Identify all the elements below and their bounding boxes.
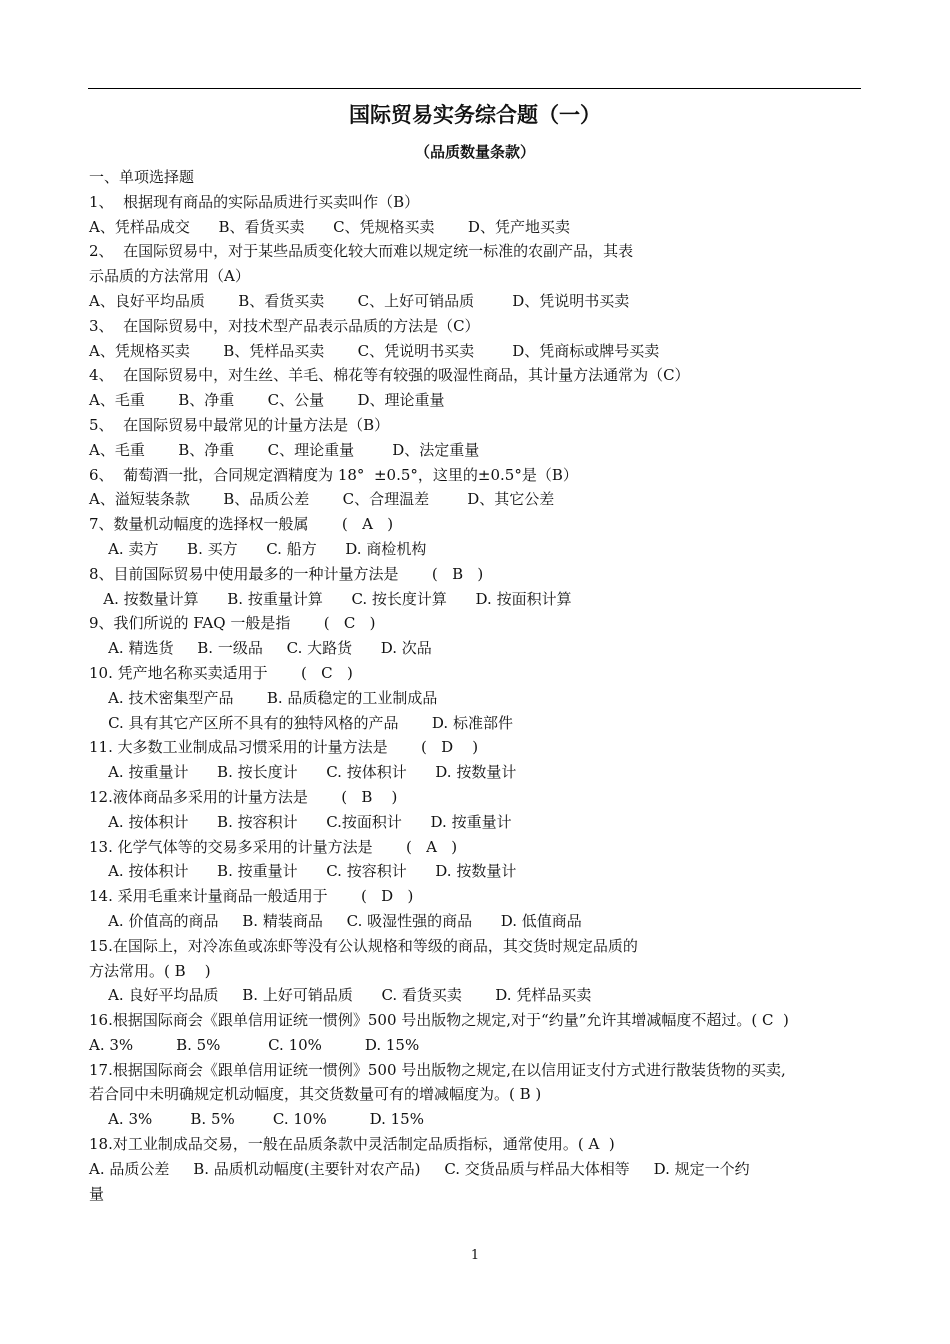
text-line: A. 品质公差 B. 品质机动幅度(主要针对农产品) C. 交货品质与样品大体相等 D. 规定一个约 (89, 1159, 750, 1178)
text-line: 16.根据国际商会《跟单信用证统一惯例》500 号出版物之规定,对于“约量”允许其增减幅度不超过。( C ) (89, 1011, 789, 1030)
question-list (89, 165, 869, 1206)
text-line: 2、 在国际贸易中，对于某些品质变化较大而难以规定统一标准的农副产品，其表 (89, 242, 634, 261)
text-line: 9、我们所说的 FAQ 一般是指 ( C ) (89, 614, 376, 633)
text-line: A、凭规格买卖 B、凭样品买卖 C、凭说明书买卖 D、凭商标或牌号买卖 (89, 341, 660, 360)
text-line: 一、单项选择题 (89, 168, 195, 186)
text-line: 量 (89, 1184, 105, 1203)
text-line: 15.在国际上，对冷冻鱼或冻虾等没有公认规格和等级的商品，其交货时规定品质的 (89, 936, 638, 955)
text-line: 方法常用。( B ) (89, 961, 211, 980)
text-line: A. 技术密集型产品 B. 品质稳定的工业制成品 (89, 688, 438, 707)
text-line: A. 卖方 B. 买方 C. 船方 D. 商检机构 (89, 539, 427, 558)
text-line: C. 具有其它产区所不具有的独特风格的产品 D. 标准部件 (89, 713, 513, 732)
text-line: A、凭样品成交 B、看货买卖 C、凭规格买卖 D、凭产地买卖 (89, 217, 570, 236)
text-line: A. 3% B. 5% C. 10% D. 15% (89, 1035, 420, 1054)
document-subtitle: （品质数量条款） (414, 143, 535, 161)
text-line: A. 价值高的商品 B. 精装商品 C. 吸湿性强的商品 D. 低值商品 (89, 911, 582, 930)
text-line: A. 精选货 B. 一级品 C. 大路货 D. 次品 (89, 639, 432, 658)
text-line: A. 按重量计 B. 按长度计 C. 按体积计 D. 按数量计 (89, 763, 517, 782)
page-number: 1 (470, 1248, 480, 1263)
text-line: A、毛重 B、净重 C、公量 D、理论重量 (89, 391, 445, 410)
text-line: 5、 在国际贸易中最常见的计量方法是（B） (89, 415, 390, 434)
text-line: 12.液体商品多采用的计量方法是 ( B ) (89, 787, 398, 806)
header-rule (88, 88, 861, 89)
text-line: A. 按数量计算 B. 按重量计算 C. 按长度计算 D. 按面积计算 (89, 589, 572, 608)
text-line: 14. 采用毛重来计量商品一般适用于 ( D ) (89, 887, 414, 906)
text-line: A. 3% B. 5% C. 10% D. 15% (89, 1110, 424, 1129)
text-line: 8、目前国际贸易中使用最多的一种计量方法是 ( B ) (89, 564, 484, 583)
text-line: A、良好平均品质 B、看货买卖 C、上好可销品质 D、凭说明书买卖 (89, 291, 630, 310)
text-line: 1、 根据现有商品的实际品质进行买卖叫作（B） (89, 192, 420, 211)
text-line: 示品质的方法常用（A） (89, 267, 250, 286)
text-line: 18.对工业制成品交易，一般在品质条款中灵活制定品质指标，通常使用。( A ) (89, 1135, 615, 1154)
text-line: A、毛重 B、净重 C、理论重量 D、法定重量 (89, 440, 480, 459)
text-line: A. 良好平均品质 B. 上好可销品质 C. 看货买卖 D. 凭样品买卖 (89, 986, 592, 1005)
text-line: 11. 大多数工业制成品习惯采用的计量方法是 ( D ) (89, 738, 479, 757)
text-line: 3、 在国际贸易中，对技术型产品表示品质的方法是（C） (89, 316, 480, 335)
text-line: A. 按体积计 B. 按容积计 C.按面积计 D. 按重量计 (89, 812, 512, 831)
text-line: 若合同中未明确规定机动幅度，其交货数量可有的增减幅度为。( B ) (89, 1085, 542, 1104)
text-line: 17.根据国际商会《跟单信用证统一惯例》500 号出版物之规定,在以信用证支付方式进行散装货物的买卖, (89, 1060, 786, 1079)
text-line: A、溢短装条款 B、品质公差 C、合理温差 D、其它公差 (89, 490, 555, 509)
text-line: 13. 化学气体等的交易多采用的计量方法是 ( A ) (89, 837, 458, 856)
text-line: 4、 在国际贸易中，对生丝、羊毛、棉花等有较强的吸湿性商品，其计量方法通常为（C） (89, 366, 690, 385)
text-line: 10. 凭产地名称买卖适用于 ( C ) (89, 663, 353, 682)
text-line: A. 按体积计 B. 按重量计 C. 按容积计 D. 按数量计 (89, 862, 517, 881)
text-line: 7、数量机动幅度的选择权一般属 ( A ) (89, 515, 394, 534)
document-title: 国际贸易实务综合题（一） (349, 103, 601, 127)
text-line: 6、 葡萄酒一批，合同规定酒精度为 18° ±0.5°，这里的±0.5°是（B） (89, 465, 578, 484)
